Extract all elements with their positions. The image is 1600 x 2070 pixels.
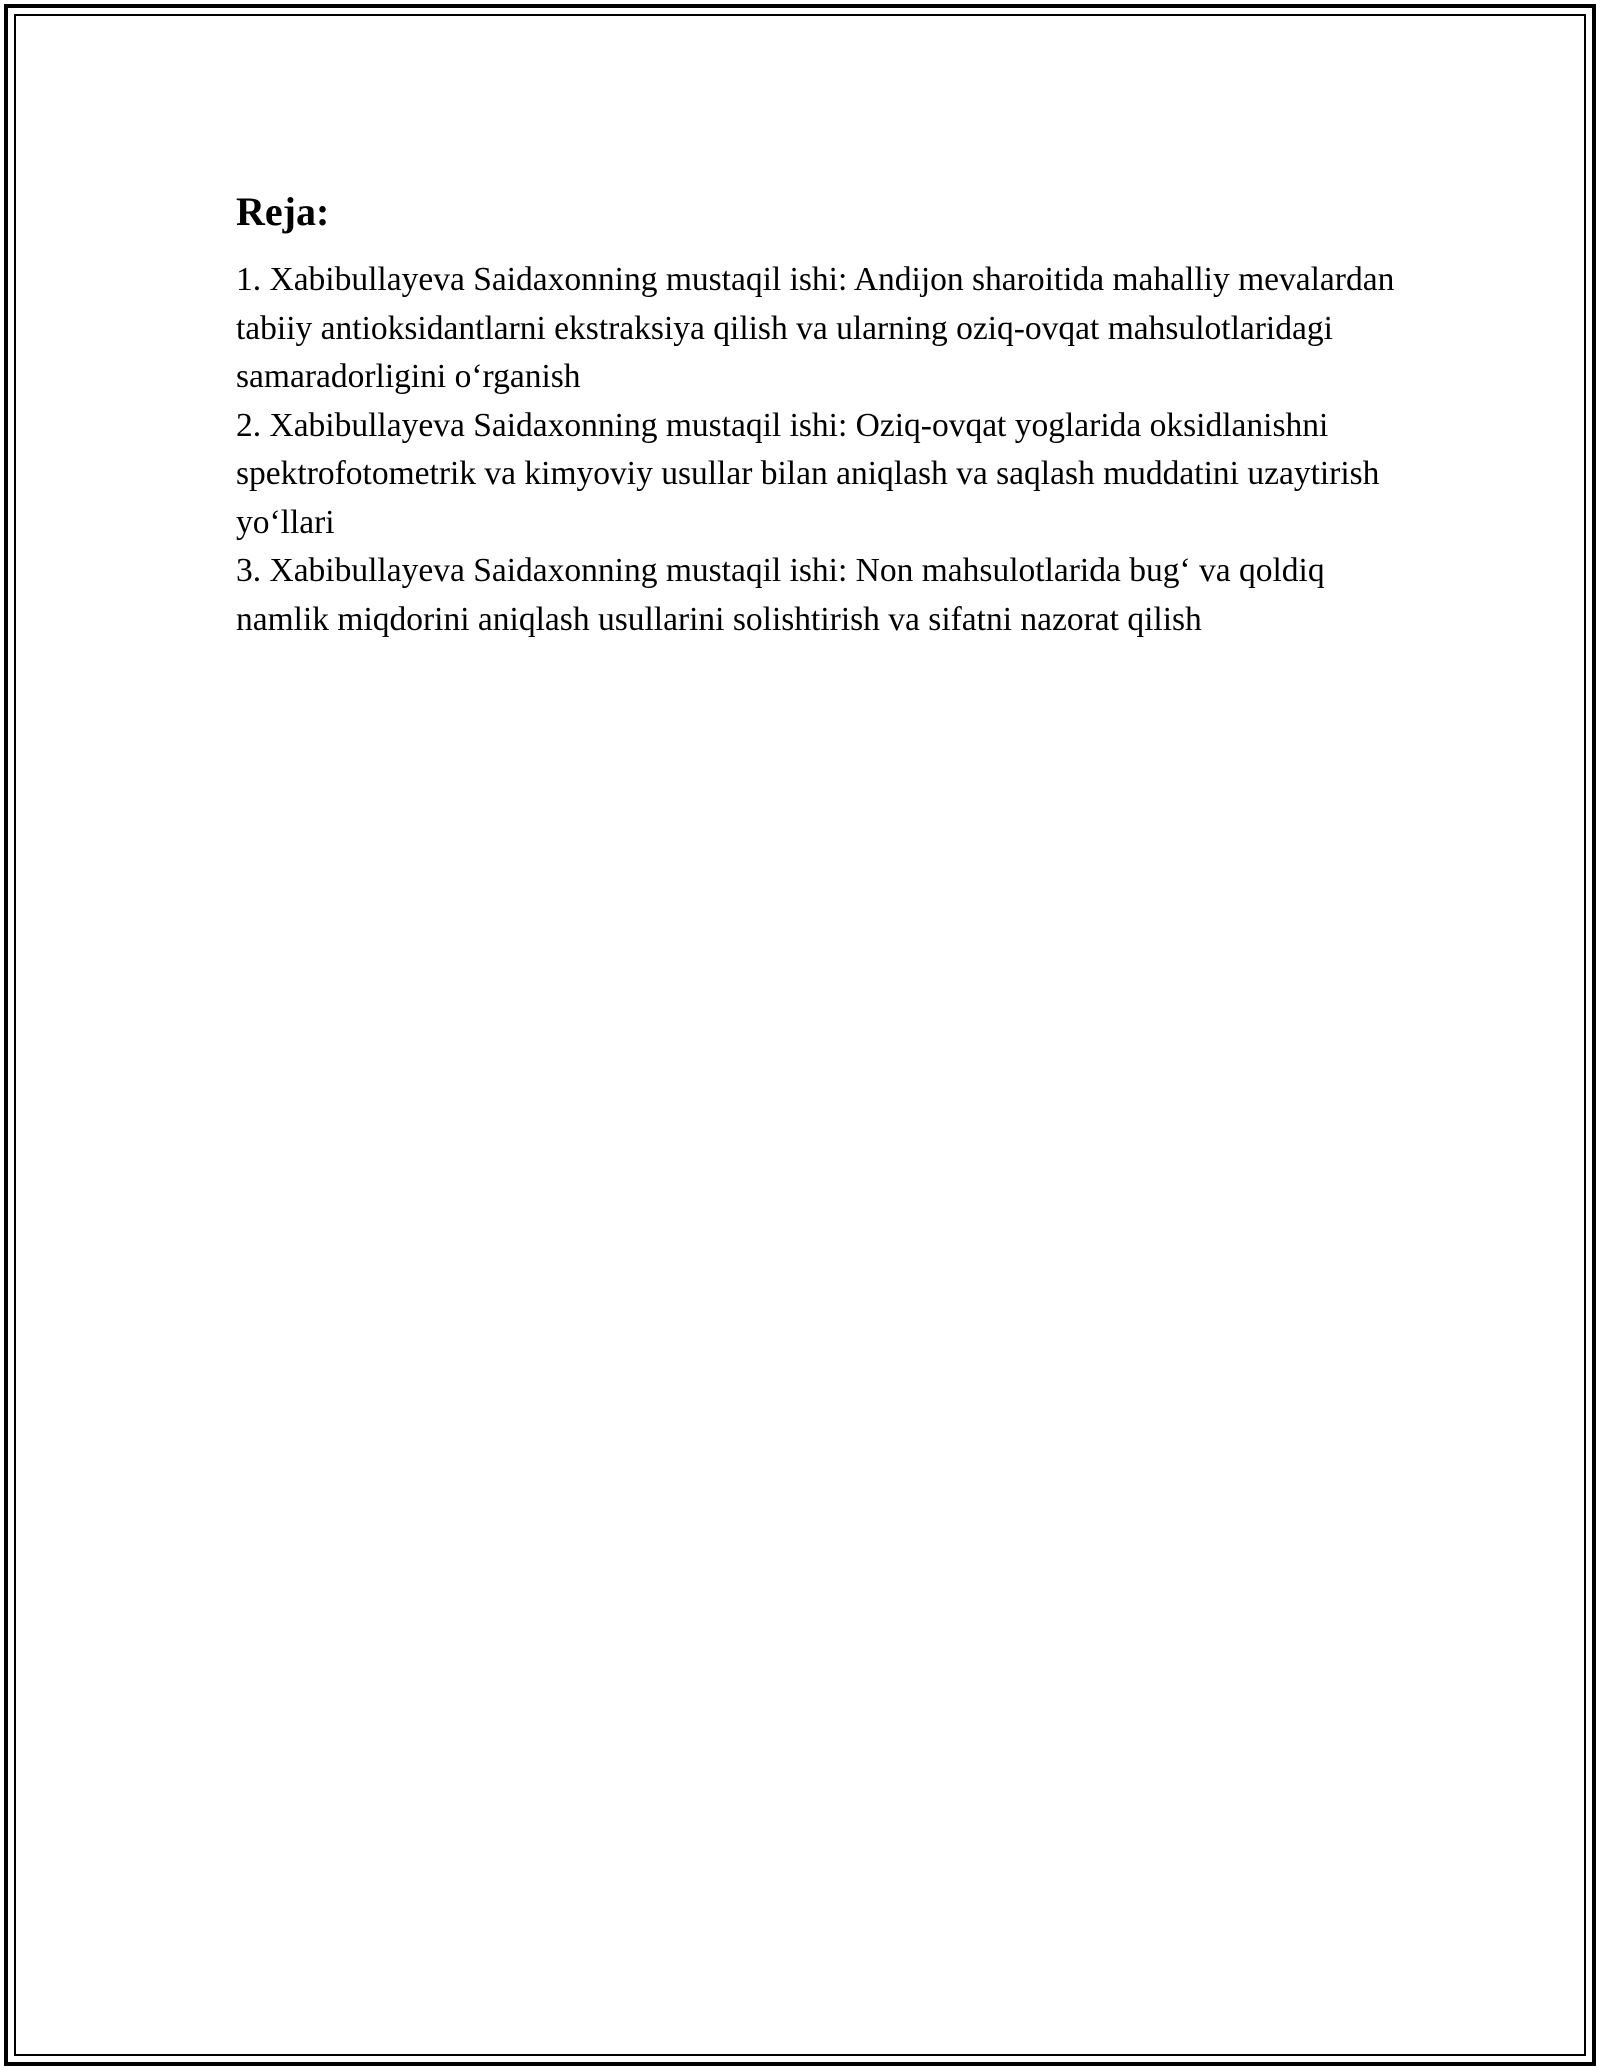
plan-item-1: 1. Xabibullayeva Saidaxonning mustaqil ishi: Andijon sharoitida mahalliy mevalardan tabiiy antioksidantlarni ekstraksiya qilish va ularning oziq-ovqat mahsulotlaridagi samaradorligini o‘rganish <box>236 261 1395 395</box>
plan-item-3: 3. Xabibullayeva Saidaxonning mustaqil ishi: Non mahsulotlarida bug‘ va qoldiq namlik miqdorini aniqlash usullarini solishtirish va sifatni nazorat qilish <box>236 552 1325 638</box>
plan-list <box>236 256 1396 644</box>
plan-heading: Reja: <box>236 189 330 234</box>
document-body <box>236 186 1396 644</box>
plan-item-2: 2. Xabibullayeva Saidaxonning mustaqil ishi: Oziq-ovqat yoglarida oksidlanishni spektrofotometrik va kimyoviy usullar bilan aniqlash va saqlash muddatini uzaytirish yo‘llari <box>236 406 1380 541</box>
